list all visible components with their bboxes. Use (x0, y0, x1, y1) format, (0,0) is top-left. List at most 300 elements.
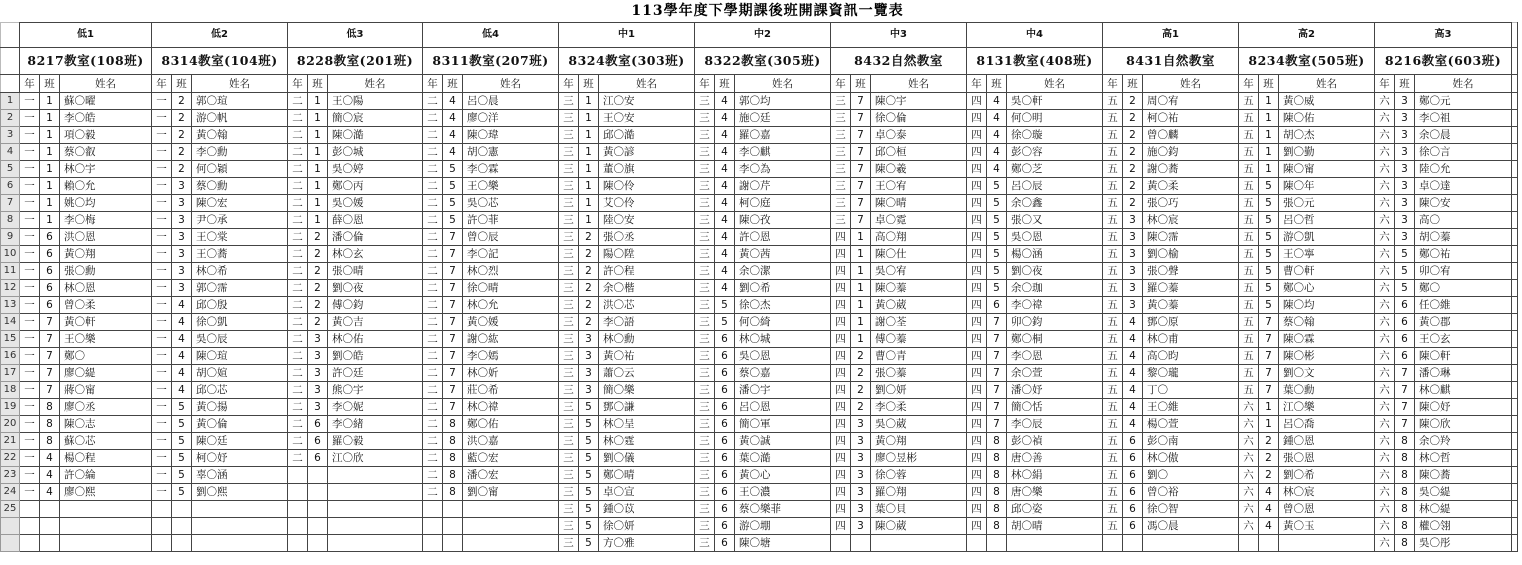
class-cell: 7 (40, 331, 60, 348)
student-name-cell: 呂〇喬 (1279, 416, 1375, 433)
grade-cell: 三 (559, 127, 579, 144)
student-name-cell: 游〇帆 (192, 110, 288, 127)
grade-cell: 六 (1239, 484, 1259, 501)
class-cell: 3 (1123, 212, 1143, 229)
class-cell: 3 (1395, 110, 1415, 127)
class-cell: 3 (172, 195, 192, 212)
student-name-cell: 徐〇晴 (463, 280, 559, 297)
row-number: 4 (1, 144, 20, 161)
empty-cell (20, 501, 40, 518)
student-name-cell: 林〇勳 (599, 331, 695, 348)
class-cell: 8 (40, 433, 60, 450)
class-cell: 8 (987, 484, 1007, 501)
name-column-header: 姓名 (1279, 75, 1375, 93)
grade-cell: 六 (1375, 280, 1395, 297)
grade-cell: 三 (559, 263, 579, 280)
empty-cell (60, 501, 152, 518)
class-cell: 1 (579, 178, 599, 195)
class-cell: 1 (851, 314, 871, 331)
class-cell: 3 (172, 229, 192, 246)
filler-cell (1512, 127, 1518, 144)
grade-cell: 五 (1239, 382, 1259, 399)
grade-cell: 五 (1103, 433, 1123, 450)
grade-cell: 一 (152, 110, 172, 127)
class-cell: 1 (308, 127, 328, 144)
grade-cell: 三 (695, 212, 715, 229)
classroom-header: 8234教室(505班) (1239, 48, 1375, 75)
student-name-cell: 李〇祖 (1415, 110, 1512, 127)
class-cell: 7 (443, 280, 463, 297)
student-name-cell: 陳〇欣 (1415, 416, 1512, 433)
student-name-cell: 吳〇葳 (871, 416, 967, 433)
class-cell: 6 (1123, 518, 1143, 535)
student-name-cell: 王〇維 (1143, 399, 1239, 416)
grade-cell: 一 (20, 195, 40, 212)
class-cell: 3 (579, 365, 599, 382)
grade-cell: 三 (831, 195, 851, 212)
empty-cell (1239, 535, 1259, 552)
student-name-cell: 陳〇霖 (1279, 331, 1375, 348)
student-name-cell: 許〇廷 (328, 365, 423, 382)
grade-cell: 一 (152, 229, 172, 246)
class-cell: 2 (308, 314, 328, 331)
student-name-cell: 陽〇陞 (599, 246, 695, 263)
class-cell: 3 (172, 246, 192, 263)
class-cell: 6 (308, 450, 328, 467)
grade-cell: 一 (152, 365, 172, 382)
student-name-cell: 林〇妡 (463, 365, 559, 382)
student-name-cell: 黃〇祐 (599, 348, 695, 365)
grade-cell: 二 (288, 246, 308, 263)
class-cell: 2 (851, 348, 871, 365)
grade-cell: 六 (1375, 416, 1395, 433)
student-name-cell: 余〇晨 (1415, 127, 1512, 144)
grade-cell: 五 (1239, 144, 1259, 161)
grade-cell: 一 (152, 178, 172, 195)
class-cell: 1 (579, 127, 599, 144)
empty-cell (1103, 535, 1123, 552)
grade-cell: 五 (1103, 127, 1123, 144)
empty-cell (192, 518, 288, 535)
grade-cell: 三 (559, 331, 579, 348)
corner-cell (1, 23, 20, 48)
grade-cell: 三 (559, 399, 579, 416)
student-name-cell: 劉〇文 (1279, 365, 1375, 382)
student-name-cell: 林〇宸 (1143, 212, 1239, 229)
grade-cell: 三 (831, 161, 851, 178)
table-row (1, 195, 1518, 212)
student-name-cell: 謝〇荃 (871, 314, 967, 331)
student-name-cell: 陳〇仕 (871, 246, 967, 263)
classroom-header: 8431自然教室 (1103, 48, 1239, 75)
class-cell: 4 (443, 144, 463, 161)
student-name-cell: 卯〇鈞 (1007, 314, 1103, 331)
grade-cell: 六 (1375, 314, 1395, 331)
filler-cell (1512, 501, 1518, 518)
student-name-cell: 鄭〇心 (1279, 280, 1375, 297)
row-number: 6 (1, 178, 20, 195)
grade-cell: 三 (559, 246, 579, 263)
student-name-cell: 吳〇辰 (192, 331, 288, 348)
class-cell: 1 (40, 161, 60, 178)
empty-cell (1123, 535, 1143, 552)
grade-cell: 六 (1239, 518, 1259, 535)
student-name-cell: 林〇恩 (60, 280, 152, 297)
class-cell: 3 (172, 212, 192, 229)
student-name-cell: 廖〇洋 (463, 110, 559, 127)
grade-cell: 六 (1375, 450, 1395, 467)
grade-cell: 二 (423, 144, 443, 161)
class-cell: 1 (1259, 161, 1279, 178)
grade-cell: 二 (288, 178, 308, 195)
student-name-cell: 黃〇玉 (1279, 518, 1375, 535)
grade-cell: 五 (1103, 416, 1123, 433)
empty-cell (328, 535, 423, 552)
class-cell: 4 (1123, 348, 1143, 365)
student-name-cell: 陳〇宇 (871, 93, 967, 110)
table-row (1, 501, 1518, 518)
student-name-cell: 林〇禕 (463, 399, 559, 416)
table-row (1, 484, 1518, 501)
grade-cell: 五 (1239, 297, 1259, 314)
grade-cell: 六 (1375, 263, 1395, 280)
student-name-cell: 高〇昀 (1143, 348, 1239, 365)
student-name-cell: 黃〇柔 (1143, 178, 1239, 195)
student-name-cell: 黃〇威 (1279, 93, 1375, 110)
grade-cell: 三 (559, 93, 579, 110)
table-row (1, 110, 1518, 127)
grade-cell: 三 (559, 314, 579, 331)
class-cell: 3 (851, 433, 871, 450)
student-name-cell: 張〇晴 (328, 263, 423, 280)
student-name-cell: 胡〇蓁 (1415, 229, 1512, 246)
student-name-cell: 黃〇倫 (192, 416, 288, 433)
student-name-cell: 陳〇澔 (328, 127, 423, 144)
table-row (1, 297, 1518, 314)
class-cell: 1 (308, 161, 328, 178)
class-cell: 4 (1123, 314, 1143, 331)
class-cell: 4 (443, 93, 463, 110)
empty-cell (1279, 535, 1375, 552)
class-cell: 6 (715, 450, 735, 467)
class-cell: 3 (1123, 229, 1143, 246)
class-cell: 4 (40, 467, 60, 484)
row-number: 21 (1, 433, 20, 450)
class-cell: 1 (308, 110, 328, 127)
grade-cell: 四 (831, 280, 851, 297)
corner-cell (1, 48, 20, 75)
student-name-cell: 蔡〇勳 (192, 178, 288, 195)
table-row (1, 518, 1518, 535)
class-cell: 7 (1259, 365, 1279, 382)
student-name-cell: 葉〇貝 (871, 501, 967, 518)
class-cell: 6 (1123, 467, 1143, 484)
grade-cell: 二 (423, 484, 443, 501)
grade-column-header: 年 (831, 75, 851, 93)
class-cell: 5 (715, 297, 735, 314)
grade-cell: 三 (559, 178, 579, 195)
grade-cell: 二 (288, 348, 308, 365)
student-name-cell: 柯〇祐 (1143, 110, 1239, 127)
grade-cell: 六 (1375, 399, 1395, 416)
grade-cell: 五 (1103, 246, 1123, 263)
class-cell: 6 (1123, 501, 1143, 518)
grade-cell: 四 (831, 433, 851, 450)
empty-cell (60, 518, 152, 535)
row-number: 18 (1, 382, 20, 399)
student-name-cell: 江〇樂 (1279, 399, 1375, 416)
grade-cell: 二 (288, 263, 308, 280)
class-cell: 3 (1123, 263, 1143, 280)
student-name-cell: 黎〇瓏 (1143, 365, 1239, 382)
student-name-cell: 謝〇芹 (735, 178, 831, 195)
class-cell: 3 (851, 501, 871, 518)
grade-cell: 三 (695, 433, 715, 450)
student-name-cell: 羅〇翔 (871, 484, 967, 501)
grade-cell: 三 (559, 518, 579, 535)
student-name-cell: 徐〇杰 (735, 297, 831, 314)
student-name-cell: 蔣〇甯 (60, 382, 152, 399)
class-cell: 6 (715, 331, 735, 348)
class-cell: 5 (579, 416, 599, 433)
student-name-cell: 徐〇智 (1143, 501, 1239, 518)
grade-cell: 五 (1103, 399, 1123, 416)
grade-cell: 五 (1103, 382, 1123, 399)
student-name-cell: 彭〇南 (1143, 433, 1239, 450)
grade-cell: 三 (695, 501, 715, 518)
student-name-cell: 簡〇樂 (599, 382, 695, 399)
student-name-cell: 黃〇翔 (60, 246, 152, 263)
table-row (1, 263, 1518, 280)
grade-cell: 二 (423, 93, 443, 110)
grade-cell: 一 (20, 144, 40, 161)
class-cell: 2 (308, 263, 328, 280)
class-cell: 2 (308, 297, 328, 314)
grade-cell: 四 (967, 93, 987, 110)
empty-cell (288, 501, 308, 518)
student-name-cell: 陳〇佑 (1279, 110, 1375, 127)
student-name-cell: 黃〇翰 (192, 127, 288, 144)
class-cell: 6 (715, 399, 735, 416)
class-cell: 6 (1123, 450, 1143, 467)
class-cell: 2 (579, 280, 599, 297)
class-cell: 1 (1259, 416, 1279, 433)
student-name-cell: 李〇皓 (60, 110, 152, 127)
grade-cell: 三 (559, 450, 579, 467)
filler-cell (1512, 246, 1518, 263)
class-cell: 1 (308, 195, 328, 212)
sheet-title: 113學年度下學期課後班開課資訊一覽表 (631, 3, 904, 19)
grade-cell: 二 (423, 314, 443, 331)
empty-cell (172, 501, 192, 518)
class-cell: 8 (1395, 450, 1415, 467)
student-name-cell: 劉〇勤 (1279, 144, 1375, 161)
class-cell: 2 (579, 246, 599, 263)
grade-cell: 二 (423, 433, 443, 450)
class-group-header: 低4 (423, 23, 559, 48)
student-name-cell: 黃〇翔 (871, 433, 967, 450)
student-name-cell: 黃〇誠 (735, 433, 831, 450)
class-cell: 8 (1395, 484, 1415, 501)
student-name-cell: 尹〇承 (192, 212, 288, 229)
grade-cell: 四 (967, 280, 987, 297)
student-name-cell: 徐〇璇 (1007, 127, 1103, 144)
grade-cell: 四 (831, 501, 851, 518)
student-name-cell: 楊〇涵 (1007, 246, 1103, 263)
filler-cell (1512, 433, 1518, 450)
class-group-header: 低3 (288, 23, 423, 48)
class-group-header: 高3 (1375, 23, 1512, 48)
student-name-cell: 彭〇容 (1007, 144, 1103, 161)
grade-cell: 二 (423, 331, 443, 348)
grade-cell: 六 (1239, 467, 1259, 484)
grade-cell: 五 (1103, 212, 1123, 229)
name-column-header: 姓名 (735, 75, 831, 93)
student-name-cell: 廖〇熙 (60, 484, 152, 501)
student-name-cell: 陳〇伶 (599, 178, 695, 195)
grade-cell: 四 (967, 212, 987, 229)
student-name-cell: 劉〇熙 (192, 484, 288, 501)
row-number: 8 (1, 212, 20, 229)
grade-cell: 三 (695, 535, 715, 552)
class-cell: 7 (443, 246, 463, 263)
filler-cell (1512, 314, 1518, 331)
name-column-header: 姓名 (60, 75, 152, 93)
empty-cell (328, 518, 423, 535)
class-cell: 7 (443, 382, 463, 399)
grade-cell: 三 (831, 178, 851, 195)
grade-cell: 五 (1239, 110, 1259, 127)
class-cell: 4 (715, 161, 735, 178)
student-name-cell: 王〇安 (599, 110, 695, 127)
class-cell: 8 (987, 467, 1007, 484)
grade-cell: 三 (695, 365, 715, 382)
empty-cell (308, 467, 328, 484)
class-cell: 1 (851, 246, 871, 263)
class-cell: 4 (1123, 365, 1143, 382)
empty-cell (20, 535, 40, 552)
student-name-cell: 許〇程 (599, 263, 695, 280)
student-name-cell: 邱〇澔 (599, 127, 695, 144)
student-name-cell: 鄭〇芝 (1007, 161, 1103, 178)
grade-cell: 一 (152, 433, 172, 450)
grade-cell: 五 (1239, 161, 1259, 178)
empty-cell (463, 535, 559, 552)
empty-cell (308, 518, 328, 535)
row-number: 25 (1, 501, 20, 518)
class-cell: 4 (715, 110, 735, 127)
student-name-cell: 陳〇孜 (735, 212, 831, 229)
class-cell: 4 (987, 161, 1007, 178)
student-name-cell: 陸〇允 (1415, 161, 1512, 178)
class-cell: 4 (715, 144, 735, 161)
student-name-cell: 張〇聲 (1143, 263, 1239, 280)
class-cell: 6 (715, 467, 735, 484)
class-cell: 8 (443, 467, 463, 484)
class-cell: 7 (40, 382, 60, 399)
class-cell: 5 (443, 195, 463, 212)
class-cell: 8 (1395, 518, 1415, 535)
student-name-cell: 李〇霖 (463, 161, 559, 178)
student-name-cell: 卓〇宣 (599, 484, 695, 501)
class-cell: 4 (1259, 484, 1279, 501)
student-name-cell: 劉〇夜 (328, 280, 423, 297)
class-cell: 3 (1395, 127, 1415, 144)
grade-cell: 三 (831, 110, 851, 127)
grade-cell: 三 (559, 416, 579, 433)
grade-cell: 五 (1239, 348, 1259, 365)
filler-cell (1512, 348, 1518, 365)
student-name-cell: 李〇梅 (60, 212, 152, 229)
class-cell: 6 (715, 433, 735, 450)
class-cell: 8 (1395, 433, 1415, 450)
filler-cell (1512, 365, 1518, 382)
grade-cell: 四 (831, 331, 851, 348)
class-cell: 5 (172, 399, 192, 416)
filler-cell (1512, 450, 1518, 467)
student-name-cell: 吳〇緹 (1415, 484, 1512, 501)
class-column-header: 班 (443, 75, 463, 93)
student-name-cell: 劉〇妍 (871, 382, 967, 399)
class-cell: 4 (172, 365, 192, 382)
class-cell: 2 (172, 93, 192, 110)
class-cell: 5 (172, 416, 192, 433)
class-group-header: 低2 (152, 23, 288, 48)
grade-cell: 一 (20, 297, 40, 314)
class-cell: 7 (443, 399, 463, 416)
grade-cell: 六 (1375, 246, 1395, 263)
grade-cell: 一 (20, 399, 40, 416)
row-number: 12 (1, 280, 20, 297)
empty-cell (152, 501, 172, 518)
class-cell: 3 (1123, 246, 1143, 263)
class-cell: 1 (40, 127, 60, 144)
grade-cell: 五 (1103, 331, 1123, 348)
student-name-cell: 許〇綸 (60, 467, 152, 484)
grade-cell: 六 (1375, 195, 1395, 212)
class-cell: 7 (443, 365, 463, 382)
student-name-cell: 余〇羚 (1415, 433, 1512, 450)
grade-cell: 四 (831, 484, 851, 501)
class-cell: 5 (172, 484, 192, 501)
student-name-cell: 彭〇城 (328, 144, 423, 161)
grade-column-header: 年 (20, 75, 40, 93)
class-cell: 4 (172, 331, 192, 348)
grade-cell: 四 (831, 450, 851, 467)
student-name-cell: 李〇嫣 (463, 348, 559, 365)
class-cell: 7 (1395, 365, 1415, 382)
class-cell: 5 (579, 467, 599, 484)
row-number: 1 (1, 93, 20, 110)
student-name-cell: 何〇綺 (735, 314, 831, 331)
grade-cell: 六 (1239, 450, 1259, 467)
class-cell: 6 (987, 297, 1007, 314)
student-name-cell: 王〇棠 (192, 229, 288, 246)
class-cell: 3 (851, 518, 871, 535)
empty-cell (1007, 535, 1103, 552)
grade-cell: 五 (1103, 518, 1123, 535)
grade-cell: 六 (1375, 229, 1395, 246)
student-name-cell: 陳〇蕎 (1415, 467, 1512, 484)
filler-cell (1512, 161, 1518, 178)
grade-cell: 一 (152, 161, 172, 178)
class-cell: 2 (172, 127, 192, 144)
grade-cell: 三 (559, 501, 579, 518)
filler-cell (1512, 144, 1518, 161)
student-name-cell: 李〇辰 (1007, 416, 1103, 433)
grade-cell: 一 (152, 93, 172, 110)
table-row (1, 535, 1518, 552)
